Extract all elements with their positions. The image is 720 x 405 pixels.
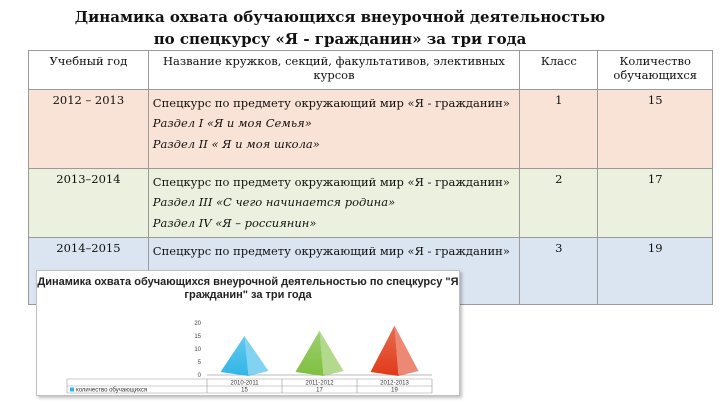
- cell-year: 2012 – 2013: [29, 90, 149, 169]
- cell-year: 2013–2014: [29, 169, 149, 238]
- title-line-2: по спецкурсу «Я - гражданин» за три года: [153, 30, 527, 48]
- table-header-row: [29, 51, 713, 90]
- y-tick-label: 15: [194, 334, 201, 340]
- header-count: Количество обучающихся: [598, 51, 713, 90]
- data-label: 17: [316, 387, 323, 394]
- y-tick-label: 20: [194, 321, 201, 327]
- section-line: Раздел II « Я и моя школа»: [152, 137, 320, 151]
- pyramid-mark: [296, 331, 324, 376]
- y-tick-label: 5: [197, 360, 201, 366]
- section-line: Раздел I «Я и моя Семья»: [152, 116, 312, 130]
- table-row: [29, 90, 713, 169]
- pyramid-mark: [221, 336, 249, 376]
- pyramid-face-right: [395, 326, 419, 376]
- cell-grade: 3: [520, 238, 598, 305]
- page-title: [60, 6, 620, 50]
- cell-count: 19: [598, 238, 713, 305]
- coverage-table: [28, 50, 713, 305]
- series-name: количество обучающихся: [76, 387, 148, 394]
- section-line: Раздел IV «Я – россиянин»: [152, 216, 317, 230]
- chart-card: [36, 270, 460, 396]
- chart-title: Динамика охвата обучающихся внеурочной деятельностью по спецкурсу "Я гражданин" за три года: [37, 276, 459, 301]
- cell-grade: 1: [520, 90, 598, 169]
- y-tick-label: 10: [194, 347, 201, 353]
- cell-year: 2014–2015: [29, 238, 149, 305]
- header-names: Название кружков, секций, факультативов, элективных курсов: [148, 51, 519, 90]
- category-label: 2012-2013: [380, 380, 409, 387]
- course-name: Спецкурс по предмету окружающий мир «Я - гражданин»: [152, 96, 510, 110]
- pyramid-mark: [371, 326, 399, 376]
- cell-course: [148, 169, 519, 238]
- cell-count: 15: [598, 90, 713, 169]
- title-line-1: Динамика охвата обучающихся внеурочной деятельностью: [74, 8, 606, 26]
- cell-course: [148, 90, 519, 169]
- cell-count: 17: [598, 169, 713, 238]
- pyramid-face-right: [320, 331, 344, 376]
- category-label: 2010-2011: [230, 380, 259, 387]
- header-year: Учебный год: [29, 51, 149, 90]
- cell-grade: 2: [520, 169, 598, 238]
- section-line: Раздел III «С чего начинается родина»: [152, 195, 396, 209]
- y-tick-label: 0: [197, 373, 201, 379]
- legend-swatch: [70, 388, 74, 392]
- header-grade: Класс: [520, 51, 598, 90]
- category-label: 2011-2012: [305, 380, 334, 387]
- course-name: Спецкурс по предмету окружающий мир «Я - гражданин»: [152, 244, 510, 258]
- course-name: Спецкурс по предмету окружающий мир «Я - гражданин»: [152, 175, 510, 189]
- data-label: 15: [241, 387, 248, 394]
- pyramid-face-right: [245, 336, 269, 376]
- table-row: [29, 169, 713, 238]
- data-label: 19: [391, 387, 398, 394]
